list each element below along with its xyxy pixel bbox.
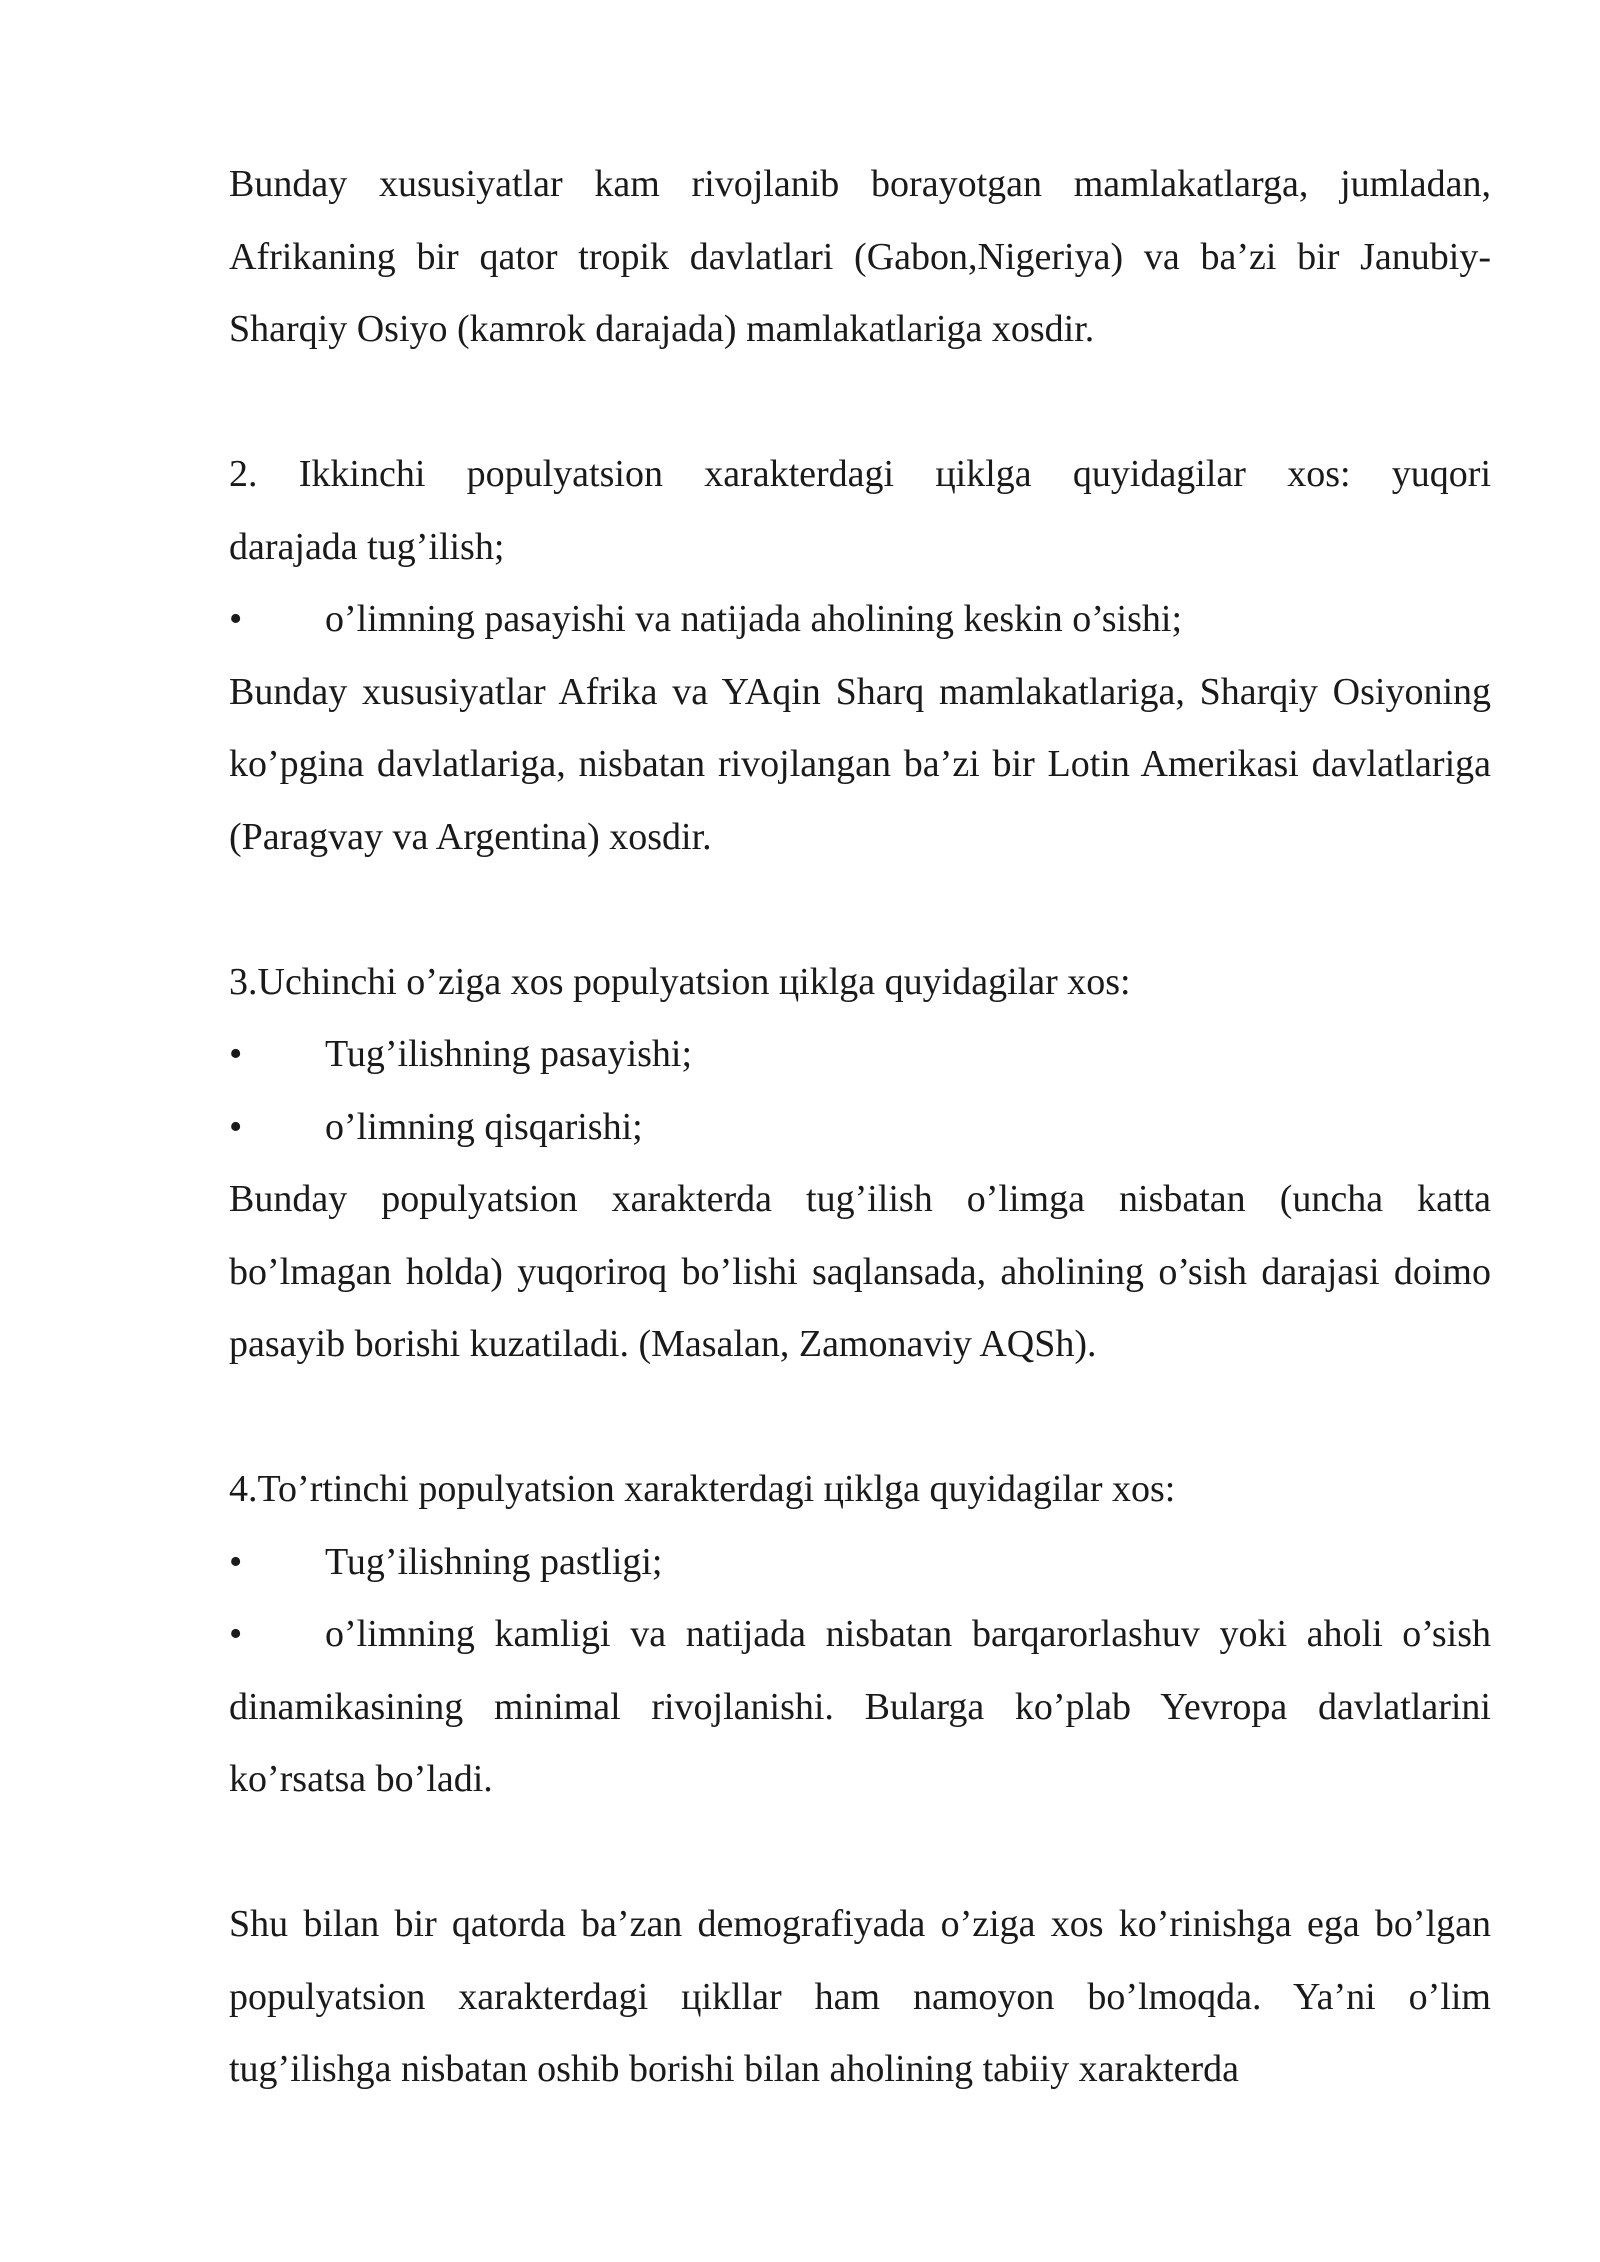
list-item xyxy=(229,1018,1491,1091)
section-2-heading xyxy=(229,438,1491,511)
section-3-heading: 3.Uchinchi o’ziga xos populyatsion цiklga quyidagilar xos: xyxy=(229,960,1131,1003)
bullet-icon: • xyxy=(229,1105,243,1148)
document-body xyxy=(229,148,1491,2106)
paragraph-gap xyxy=(229,1381,1491,1454)
list-item-text: Tug’ilishning pasayishi; xyxy=(325,1033,693,1075)
bullet-icon: • xyxy=(229,1033,243,1075)
list-item xyxy=(229,1526,1491,1599)
list-item xyxy=(229,583,1491,656)
paragraph-gap xyxy=(229,1816,1491,1889)
section-4-heading: 4.To’rtinchi populyatsion xarakterdagi цiklga quyidagilar xos: xyxy=(229,1468,1176,1510)
section-2-heading-tail: yuqori xyxy=(1391,453,1492,495)
list-item xyxy=(229,1091,1491,1164)
paragraph-1: Bunday xususiyatlar kam rivojlanib borayotgan mamlakatlarga, jumladan, Afrikaning bir qator tropik davlatlari (Gabon,Nigeriya) va ba’zi bir Janubiy-Sharqiy Osiyo (kamrok darajada) mamlakatlariga xosdir. xyxy=(229,163,1491,350)
paragraph-5: Shu bilan bir qatorda ba’zan demografiyada o’ziga xos ko’rinishga ega bo’lgan populyatsion xarakterdagi цikllar ham namoyon bo’lmoqda. Ya’ni o’lim tug’ilishga nisbatan oshib borishi bilan aholining tabiiy xarakterda xyxy=(229,1903,1491,2090)
paragraph-gap xyxy=(229,873,1491,946)
bullet-icon: • xyxy=(229,1540,243,1583)
list-item-text: o’limning kamligi va natijada nisbatan barqarorlashuv yoki aholi o’sish dinamikasining minimal rivojlanishi. Bularga ko’plab Yevropa davlatlarini ko’rsatsa bo’ladi. xyxy=(229,1613,1491,1800)
paragraph-3: Bunday populyatsion xarakterda tug’ilish o’limga nisbatan (uncha katta bo’lmagan holda) yuqoriroq bo’lishi saqlansada, aholining o’sish darajasi doimo pasayib borishi kuzatiladi. (Masalan, Zamonaviy AQSh). xyxy=(229,1178,1491,1365)
bullet-icon: • xyxy=(229,598,243,640)
list-item-text: o’limning pasayishi va natijada aholining keskin o’sishi; xyxy=(325,598,1183,640)
paragraph-2: Bunday xususiyatlar Afrika va YAqin Sharq mamlakatlariga, Sharqiy Osiyoning ko’pgina davlatlariga, nisbatan rivojlangan ba’zi bir Lotin Amerikasi davlatlariga (Paragvay va Argentina) xosdir. xyxy=(229,670,1491,858)
list-item-text: o’limning qisqarishi; xyxy=(325,1105,643,1148)
paragraph-gap xyxy=(229,366,1491,439)
bullet-icon: • xyxy=(229,1613,243,1655)
section-2-heading-text: 2. Ikkinchi populyatsion xarakterdagi цiklga quyidagilar xos: xyxy=(229,453,1351,495)
list-item xyxy=(229,1598,1491,1816)
section-2-heading-continued: darajada tug’ilish; xyxy=(229,525,505,568)
list-item-text: Tug’ilishning pastligi; xyxy=(325,1540,663,1583)
